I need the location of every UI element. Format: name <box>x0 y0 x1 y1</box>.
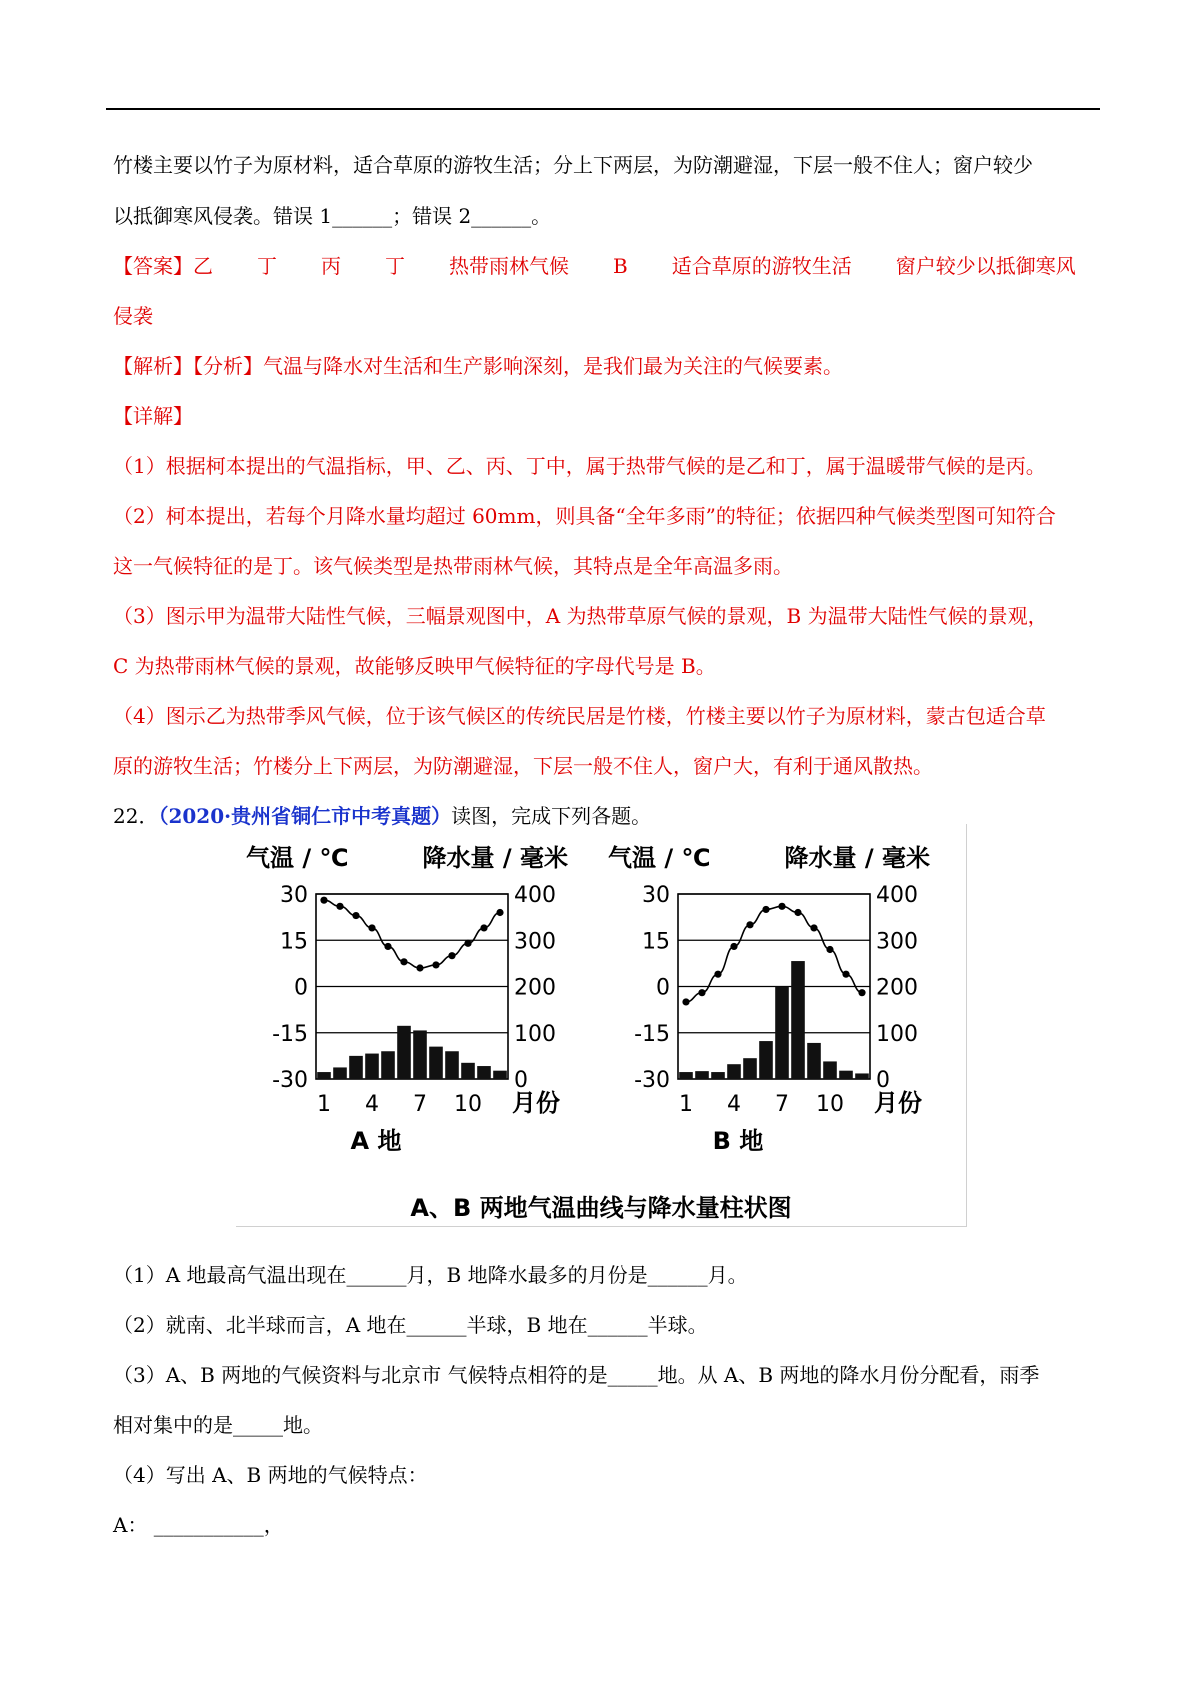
temperature-point <box>320 897 327 904</box>
precip-bar <box>823 1061 837 1079</box>
temperature-point <box>794 909 801 916</box>
climate-chart-a <box>246 844 568 1155</box>
detail-line: （2）柯本提出，若每个月降水量均超过 60mm，则具备“全年多雨”的特征；依据四种气候类型图可知符合 <box>113 504 1056 528</box>
precip-tick-label: 400 <box>876 883 918 908</box>
climate-chart <box>236 824 966 1226</box>
precip-tick-label: 400 <box>514 883 556 908</box>
temperature-point <box>826 946 833 953</box>
precip-tick-label: 100 <box>876 1021 918 1047</box>
temperature-point <box>496 909 503 916</box>
analysis-line <box>113 353 843 379</box>
temperature-point <box>762 906 769 913</box>
precip-tick-label: 300 <box>514 929 556 955</box>
temp-tick-label: -15 <box>634 1021 670 1047</box>
detail-line: （1）根据柯本提出的气温指标，甲、乙、丙、丁中，属于热带气候的是乙和丁，属于温暖带气候的是丙。 <box>113 454 1046 478</box>
temperature-point <box>336 903 343 910</box>
temperature-point <box>698 989 705 996</box>
precip-bar <box>855 1073 869 1079</box>
temp-tick-label: 0 <box>656 975 670 1001</box>
precip-bar <box>333 1067 347 1079</box>
climate-chart-b <box>608 844 930 1155</box>
precip-bar <box>365 1054 379 1079</box>
answer-item: 丁 <box>257 254 277 278</box>
precip-tick-label: 0 <box>514 1068 528 1093</box>
temp-tick-label: 15 <box>642 929 670 955</box>
month-axis-label: 月份 <box>874 1089 922 1117</box>
precip-bar <box>413 1030 427 1079</box>
question-number: 22． <box>113 804 159 828</box>
temperature-point <box>730 943 737 950</box>
precip-bar <box>711 1072 725 1079</box>
precip-bar <box>445 1051 459 1079</box>
answer-item: 适合草原的游牧生活 <box>671 254 852 278</box>
precip-tick-label: 200 <box>876 975 918 1001</box>
chart-caption: A、B 两地气温曲线与降水量柱状图 <box>410 1194 792 1222</box>
precip-tick-label: 300 <box>876 929 918 955</box>
temperature-point <box>464 940 471 947</box>
detail-line: （4）图示乙为热带季风气候，位于该气候区的传统民居是竹楼，竹楼主要以竹子为原材料，蒙古包适合草 <box>113 704 1046 728</box>
climate-chart-figure <box>236 824 967 1227</box>
detail-line: （3）图示甲为温带大陆性气候，三幅景观图中，A 为热带草原气候的景观，B 为温带大陆性气候的景观， <box>113 604 1048 628</box>
precip-bar <box>493 1071 507 1079</box>
precip-bar <box>759 1041 773 1079</box>
precip-bar <box>477 1066 491 1079</box>
analysis-tag: 【解析】【分析】 <box>113 354 263 378</box>
precip-axis-title: 降水量 / 毫米 <box>422 844 568 872</box>
precip-bar <box>429 1047 443 1079</box>
answer-item: B <box>613 254 628 278</box>
question-line: （3）A、B 两地的气候资料与北京市 气候特点相符的是_____地。从 A、B 两地的降水月份分配看，雨季 <box>113 1363 1040 1387</box>
month-tick-label: 7 <box>413 1092 427 1117</box>
temp-tick-label: 30 <box>642 883 670 908</box>
precip-bar <box>775 987 789 1080</box>
temp-tick-label: -30 <box>272 1068 308 1093</box>
precip-bar <box>461 1063 475 1079</box>
temperature-point <box>778 903 785 910</box>
answer-item: 窗户较少以抵御寒风 <box>895 254 1076 278</box>
temp-tick-label: -15 <box>272 1021 308 1047</box>
question-line: （2）就南、北半球而言，A 地在______半球，B 地在______半球。 <box>113 1313 708 1337</box>
temperature-line <box>324 900 500 968</box>
temp-tick-label: -30 <box>634 1068 670 1093</box>
precip-bar <box>397 1026 411 1079</box>
question-line: （4）写出 A、B 两地的气候特点： <box>113 1463 428 1487</box>
temperature-point <box>352 912 359 919</box>
paragraph-line: 竹楼主要以竹子为原材料，适合草原的游牧生活；分上下两层，为防潮避湿，下层一般不住人；窗户较少 <box>113 153 1033 177</box>
precip-bar <box>381 1051 395 1079</box>
answer-continuation: 侵袭 <box>113 304 153 328</box>
temp-tick-label: 30 <box>280 883 308 908</box>
temperature-point <box>416 964 423 971</box>
precip-tick-label: 100 <box>514 1021 556 1047</box>
precip-tick-label: 200 <box>514 975 556 1001</box>
month-tick-label: 4 <box>365 1092 379 1117</box>
temperature-point <box>432 961 439 968</box>
precip-bar <box>839 1071 853 1079</box>
answer-item: 热带雨林气候 <box>449 254 569 278</box>
detail-tag: 【详解】 <box>113 404 193 428</box>
question-source: （2020·贵州省铜仁市中考真题） <box>158 804 452 828</box>
month-tick-label: 10 <box>454 1092 482 1117</box>
precip-bar <box>743 1058 757 1079</box>
month-tick-label: 4 <box>727 1092 741 1117</box>
question-prompt: 读图，完成下列各题。 <box>451 804 652 828</box>
month-axis-label: 月份 <box>512 1089 560 1117</box>
temp-axis-title: 气温 / ℃ <box>246 844 349 872</box>
precip-axis-title: 降水量 / 毫米 <box>784 844 930 872</box>
temperature-point <box>682 998 689 1005</box>
detail-line: 原的游牧生活；竹楼分上下两层，为防潮避湿，下层一般不住人，窗户大，有利于通风散热。 <box>113 754 933 778</box>
temperature-point <box>448 952 455 959</box>
temperature-point <box>368 924 375 931</box>
temperature-point <box>858 989 865 996</box>
month-tick-label: 1 <box>679 1092 693 1117</box>
precip-bar <box>349 1056 363 1079</box>
precip-bar <box>807 1043 821 1079</box>
month-tick-label: 10 <box>816 1092 844 1117</box>
answer-blank-line: A： ___________， <box>113 1513 284 1537</box>
temp-tick-label: 15 <box>280 929 308 955</box>
precip-bar <box>791 961 805 1079</box>
precip-bar <box>317 1072 331 1079</box>
precip-bar <box>679 1072 693 1079</box>
header-rule <box>106 108 1100 110</box>
temp-axis-title: 气温 / ℃ <box>608 844 711 872</box>
temperature-point <box>400 958 407 965</box>
temperature-point <box>384 943 391 950</box>
temperature-point <box>480 924 487 931</box>
chart-subtitle: B 地 <box>712 1127 764 1155</box>
precip-tick-label: 0 <box>876 1068 890 1093</box>
precip-bar <box>727 1064 741 1079</box>
question-line: 相对集中的是_____地。 <box>113 1413 323 1437</box>
answer-line <box>113 253 1076 279</box>
temperature-point <box>810 924 817 931</box>
temperature-point <box>746 921 753 928</box>
temp-tick-label: 0 <box>294 975 308 1001</box>
detail-line: C 为热带雨林气候的景观，故能够反映甲气候特征的字母代号是 B。 <box>113 654 716 678</box>
chart-subtitle: A 地 <box>350 1127 402 1155</box>
answer-item: 乙 <box>193 254 213 278</box>
paragraph-line: 以抵御寒风侵袭。错误 1______；错误 2______。 <box>113 204 552 228</box>
answer-tag: 【答案】 <box>113 254 193 278</box>
precip-bar <box>695 1071 709 1079</box>
analysis-text: 气温与降水对生活和生产影响深刻，是我们最为关注的气候要素。 <box>263 354 843 378</box>
month-tick-label: 1 <box>317 1092 331 1117</box>
question-line: （1）A 地最高气温出现在______月，B 地降水最多的月份是______月。 <box>113 1263 748 1287</box>
temperature-line <box>686 906 862 1002</box>
temperature-point <box>842 971 849 978</box>
temperature-point <box>714 971 721 978</box>
month-tick-label: 7 <box>775 1092 789 1117</box>
detail-line: 这一气候特征的是丁。该气候类型是热带雨林气候，其特点是全年高温多雨。 <box>113 554 793 578</box>
answer-item: 丁 <box>385 254 405 278</box>
answer-item: 丙 <box>321 254 341 278</box>
